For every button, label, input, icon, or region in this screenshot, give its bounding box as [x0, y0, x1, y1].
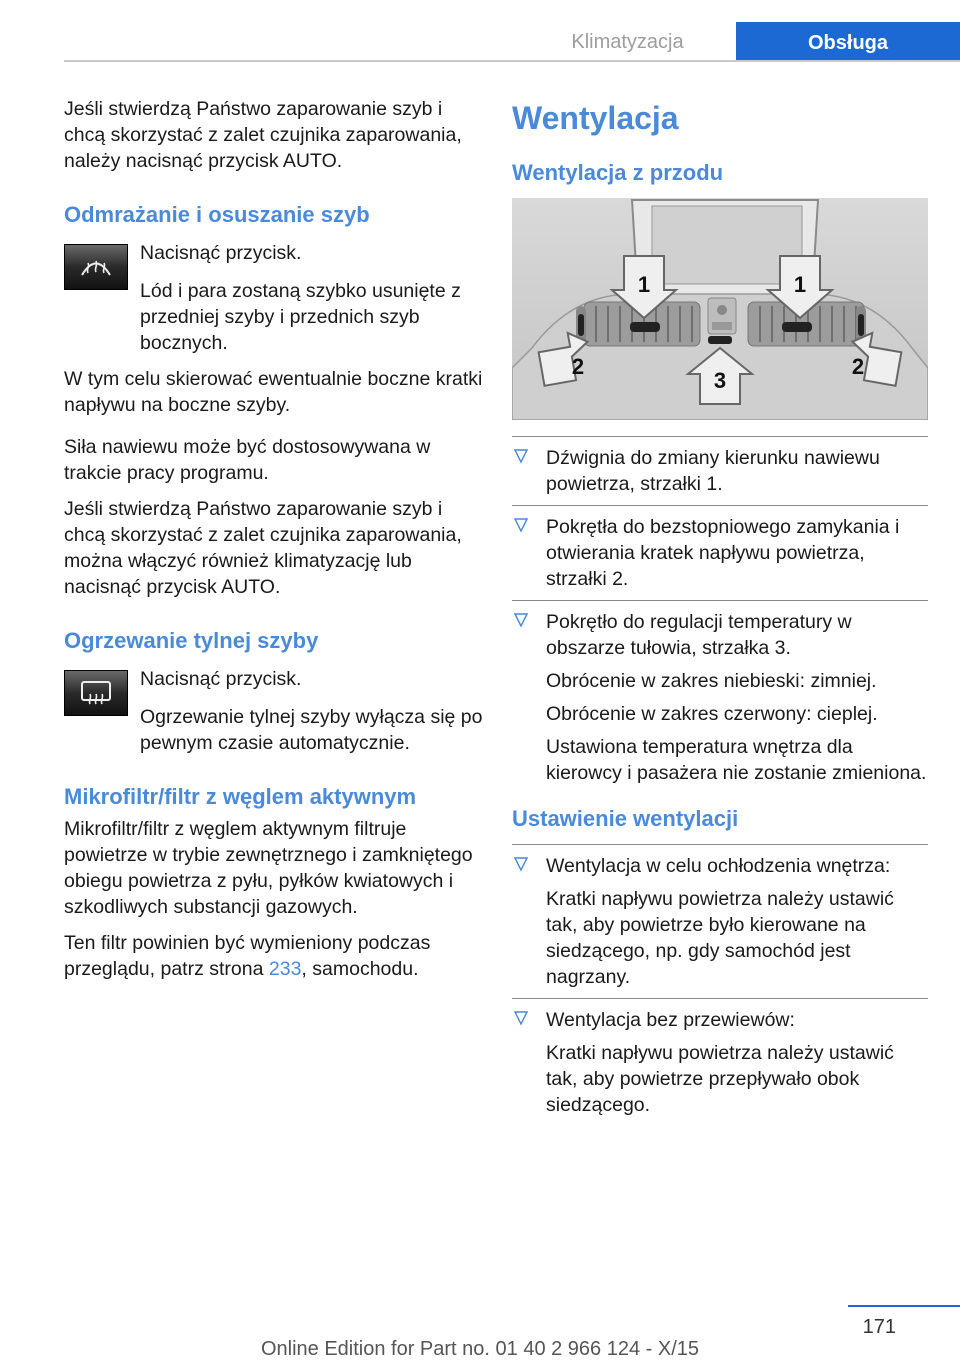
heading-vent-setting: Ustawienie wentylacji	[512, 806, 739, 831]
header-rule	[64, 60, 960, 62]
filter-p2-pre: Ten filtr powinien być wymieniony podczas przeglądu, patrz strona	[64, 932, 431, 980]
right-column	[512, 96, 928, 1126]
list-item	[512, 844, 928, 990]
list-item	[512, 600, 928, 786]
list-item	[512, 505, 928, 592]
rear-press: Nacisnąć przycisk.	[140, 668, 302, 690]
list-item-text: Wentylacja w celu ochłodzenia wnętrza:	[546, 855, 891, 877]
rear-row	[64, 666, 484, 726]
front-defrost-button-icon	[64, 244, 128, 290]
item3-red: Obrócenie w zakres czerwony: cieplej.	[546, 703, 878, 725]
list-item-text: Pokrętło do regulacji temperatury w obszarze tułowia, strzałka 3.	[546, 611, 852, 659]
defrost-row	[64, 240, 484, 300]
page-number: 171	[862, 1316, 896, 1338]
fig-label-2-left: 2	[571, 354, 585, 379]
defrost-press: Nacisnąć przycisk.	[140, 242, 302, 264]
defrost-direct: W tym celu skierować ewentualnie boczne kratki napływu na boczne szyby.	[64, 368, 483, 416]
rear-text-span: Ogrzewanie tylnej szyby wyłącza się po pewnym czasie automatycznie.	[140, 706, 483, 754]
triangle-bullet-icon	[514, 1008, 528, 1032]
heading-rear-window: Ogrzewanie tylnej szyby	[64, 628, 319, 653]
footer-rule	[848, 1305, 960, 1307]
footer-edition: Online Edition for Part no. 01 40 2 966 124 - X/15	[260, 1338, 700, 1360]
list-item-text: Pokrętła do bezstopniowego zamykania i otwierania kratek napływu powietrza, strzałki 2.	[546, 516, 900, 590]
triangle-bullet-icon	[514, 854, 528, 878]
defrost-ice-text: Lód i para zostaną szybko usunięte z przedniej szyby i przednich szyb bocznych.	[140, 280, 461, 354]
header-current-tab: Obsługa	[736, 22, 960, 62]
list-item-text: Dźwignia do zmiany kierunku nawiewu powietrza, strzałki 1.	[546, 447, 880, 495]
heading-filter: Mikrofiltr/filtr z węglem aktywnym	[64, 784, 417, 809]
item3-blue: Obrócenie w zakres niebieski: zimniej.	[546, 670, 877, 692]
fig-label-2-right: 2	[851, 354, 865, 379]
dashboard-vents-figure	[512, 198, 928, 420]
set1-text: Kratki napływu powietrza należy ustawić tak, aby powietrze było kierowane na siedzącego, np. gdy samochód jest nagrzany.	[546, 888, 894, 988]
triangle-bullet-icon	[514, 446, 528, 470]
item3-note: Ustawiona temperatura wnętrza dla kierowcy i pasażera nie zostanie zmieniona.	[546, 736, 927, 784]
left-column	[64, 96, 484, 992]
defrost-auto: Jeśli stwierdzą Państwo zaparowanie szyb i chcą skorzystać z zalet czujnika zaparowania, można włączyć również klimatyzację lub nacisnąć przycisk AUTO.	[64, 498, 462, 598]
heading-ventilation: Wentylacja	[512, 100, 679, 136]
fig-label-3: 3	[713, 368, 727, 393]
set2-text: Kratki napływu powietrza należy ustawić tak, aby powietrze przepływało obok siedzącego.	[546, 1042, 894, 1116]
list-item	[512, 998, 928, 1118]
rear-defrost-button-icon	[64, 670, 128, 716]
header-section-title: Klimatyzacja	[571, 31, 684, 53]
list-item	[512, 436, 928, 497]
filter-text: Mikrofiltr/filtr z węglem aktywnym filtruje powietrze w trybie zewnętrznego i zamkniętego obiegu powietrza z pyłu, pyłków kwiatowych i szkodliwych substancji gazowych.	[64, 818, 473, 918]
fig-label-1-right: 1	[793, 272, 807, 297]
triangle-bullet-icon	[514, 515, 528, 539]
vent-parts-list	[512, 436, 928, 786]
vent-setting-list	[512, 844, 928, 1118]
heading-defrost: Odmrażanie i osuszanie szyb	[64, 202, 370, 227]
filter-p2-post: , samochodu.	[301, 958, 419, 980]
triangle-bullet-icon	[514, 610, 528, 634]
filter-p2	[64, 930, 484, 982]
list-item-text: Wentylacja bez przewiewów:	[546, 1009, 795, 1031]
defrost-air: Siła nawiewu może być dostosowywana w trakcie pracy programu.	[64, 436, 431, 484]
intro-paragraph: Jeśli stwierdzą Państwo zaparowanie szyb i chcą skorzystać z zalet czujnika zaparowania, należy nacisnąć przycisk AUTO.	[64, 98, 462, 172]
fig-label-1-left: 1	[637, 272, 651, 297]
heading-front-ventilation: Wentylacja z przodu	[512, 160, 724, 185]
page-link-233[interactable]: 233	[268, 958, 302, 980]
